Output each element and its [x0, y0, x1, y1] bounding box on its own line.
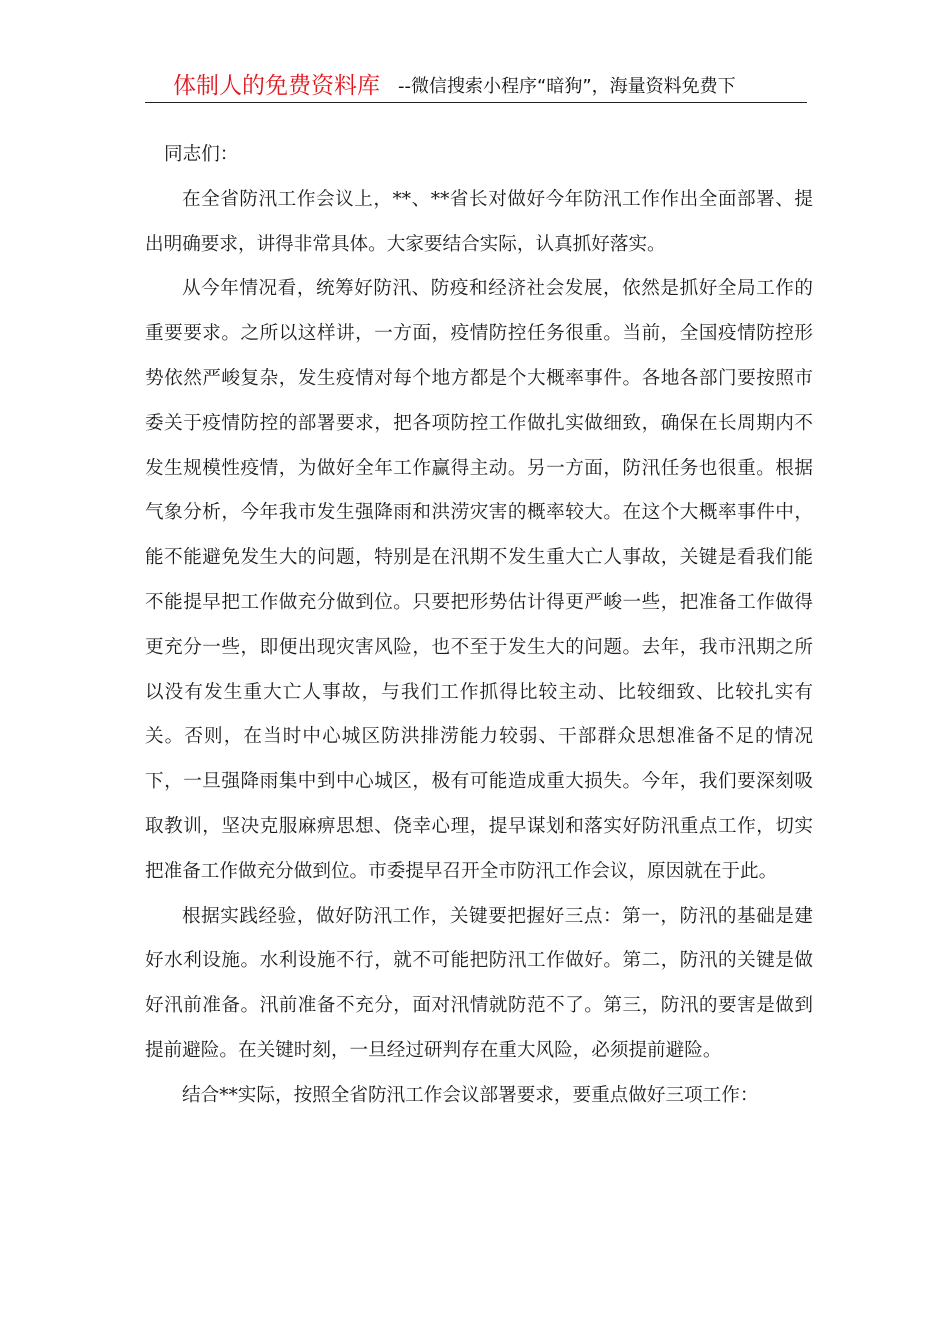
- header-brand: 体制人的免费资料库: [173, 73, 380, 99]
- header-tagline: --微信搜索小程序“暗狗”，海量资料免费下: [398, 76, 736, 97]
- page-header: [145, 72, 807, 103]
- paragraph-4: 结合**实际，按照全省防汛工作会议部署要求，要重点做好三项工作：: [182, 1084, 759, 1106]
- salutation: 同志们：: [164, 144, 239, 165]
- document-body: [145, 133, 813, 1119]
- paragraph-1: 在全省防汛工作会议上，**、**省长对做好今年防汛工作作出全面部署、提出明确要求，讲得非常具体。大家要结合实际，认真抓好落实。: [145, 188, 813, 255]
- paragraph-2: 从今年情况看，统筹好防汛、防疫和经济社会发展，依然是抓好全局工作的重要要求。之所以这样讲，一方面，疫情防控任务很重。当前，全国疫情防控形势依然严峻复杂，发生疫情对每个地方都是个大概率事件。各地各部门要按照市委关于疫情防控的部署要求，把各项防控工作做扎实做细致，确保在长周期内不发生规模性疫情，为做好全年工作赢得主动。另一方面，防汛任务也很重。根据气象分析，今年我市发生强降雨和洪涝灾害的概率较大。在这个大概率事件中，能不能避免发生大的问题，特别是在汛期不发生重大亡人事故，关键是看我们能不能提早把工作做充分做到位。只要把形势估计得更严峻一些，把准备工作做得更充分一些，即便出现灾害风险，也不至于发生大的问题。去年，我市汛期之所以没有发生重大亡人事故，与我们工作抓得比较主动、比较细致、比较扎实有关。否则，在当时中心城区防洪排涝能力较弱、干部群众思想准备不足的情况下，一旦强降雨集中到中心城区，极有可能造成重大损失。今年，我们要深刻吸取教训，坚决克服麻痹思想、侥幸心理，提早谋划和落实好防汛重点工作，切实把准备工作做充分做到位。市委提早召开全市防汛工作会议，原因就在于此。: [145, 278, 813, 882]
- paragraph-3: 根据实践经验，做好防汛工作，关键要把握好三点：第一，防汛的基础是建好水利设施。水利设施不行，就不可能把防汛工作做好。第二，防汛的关键是做好汛前准备。汛前准备不充分，面对汛情就防范不了。第三，防汛的要害是做到提前避险。在关键时刻，一旦经过研判存在重大风险，必须提前避险。: [145, 905, 813, 1061]
